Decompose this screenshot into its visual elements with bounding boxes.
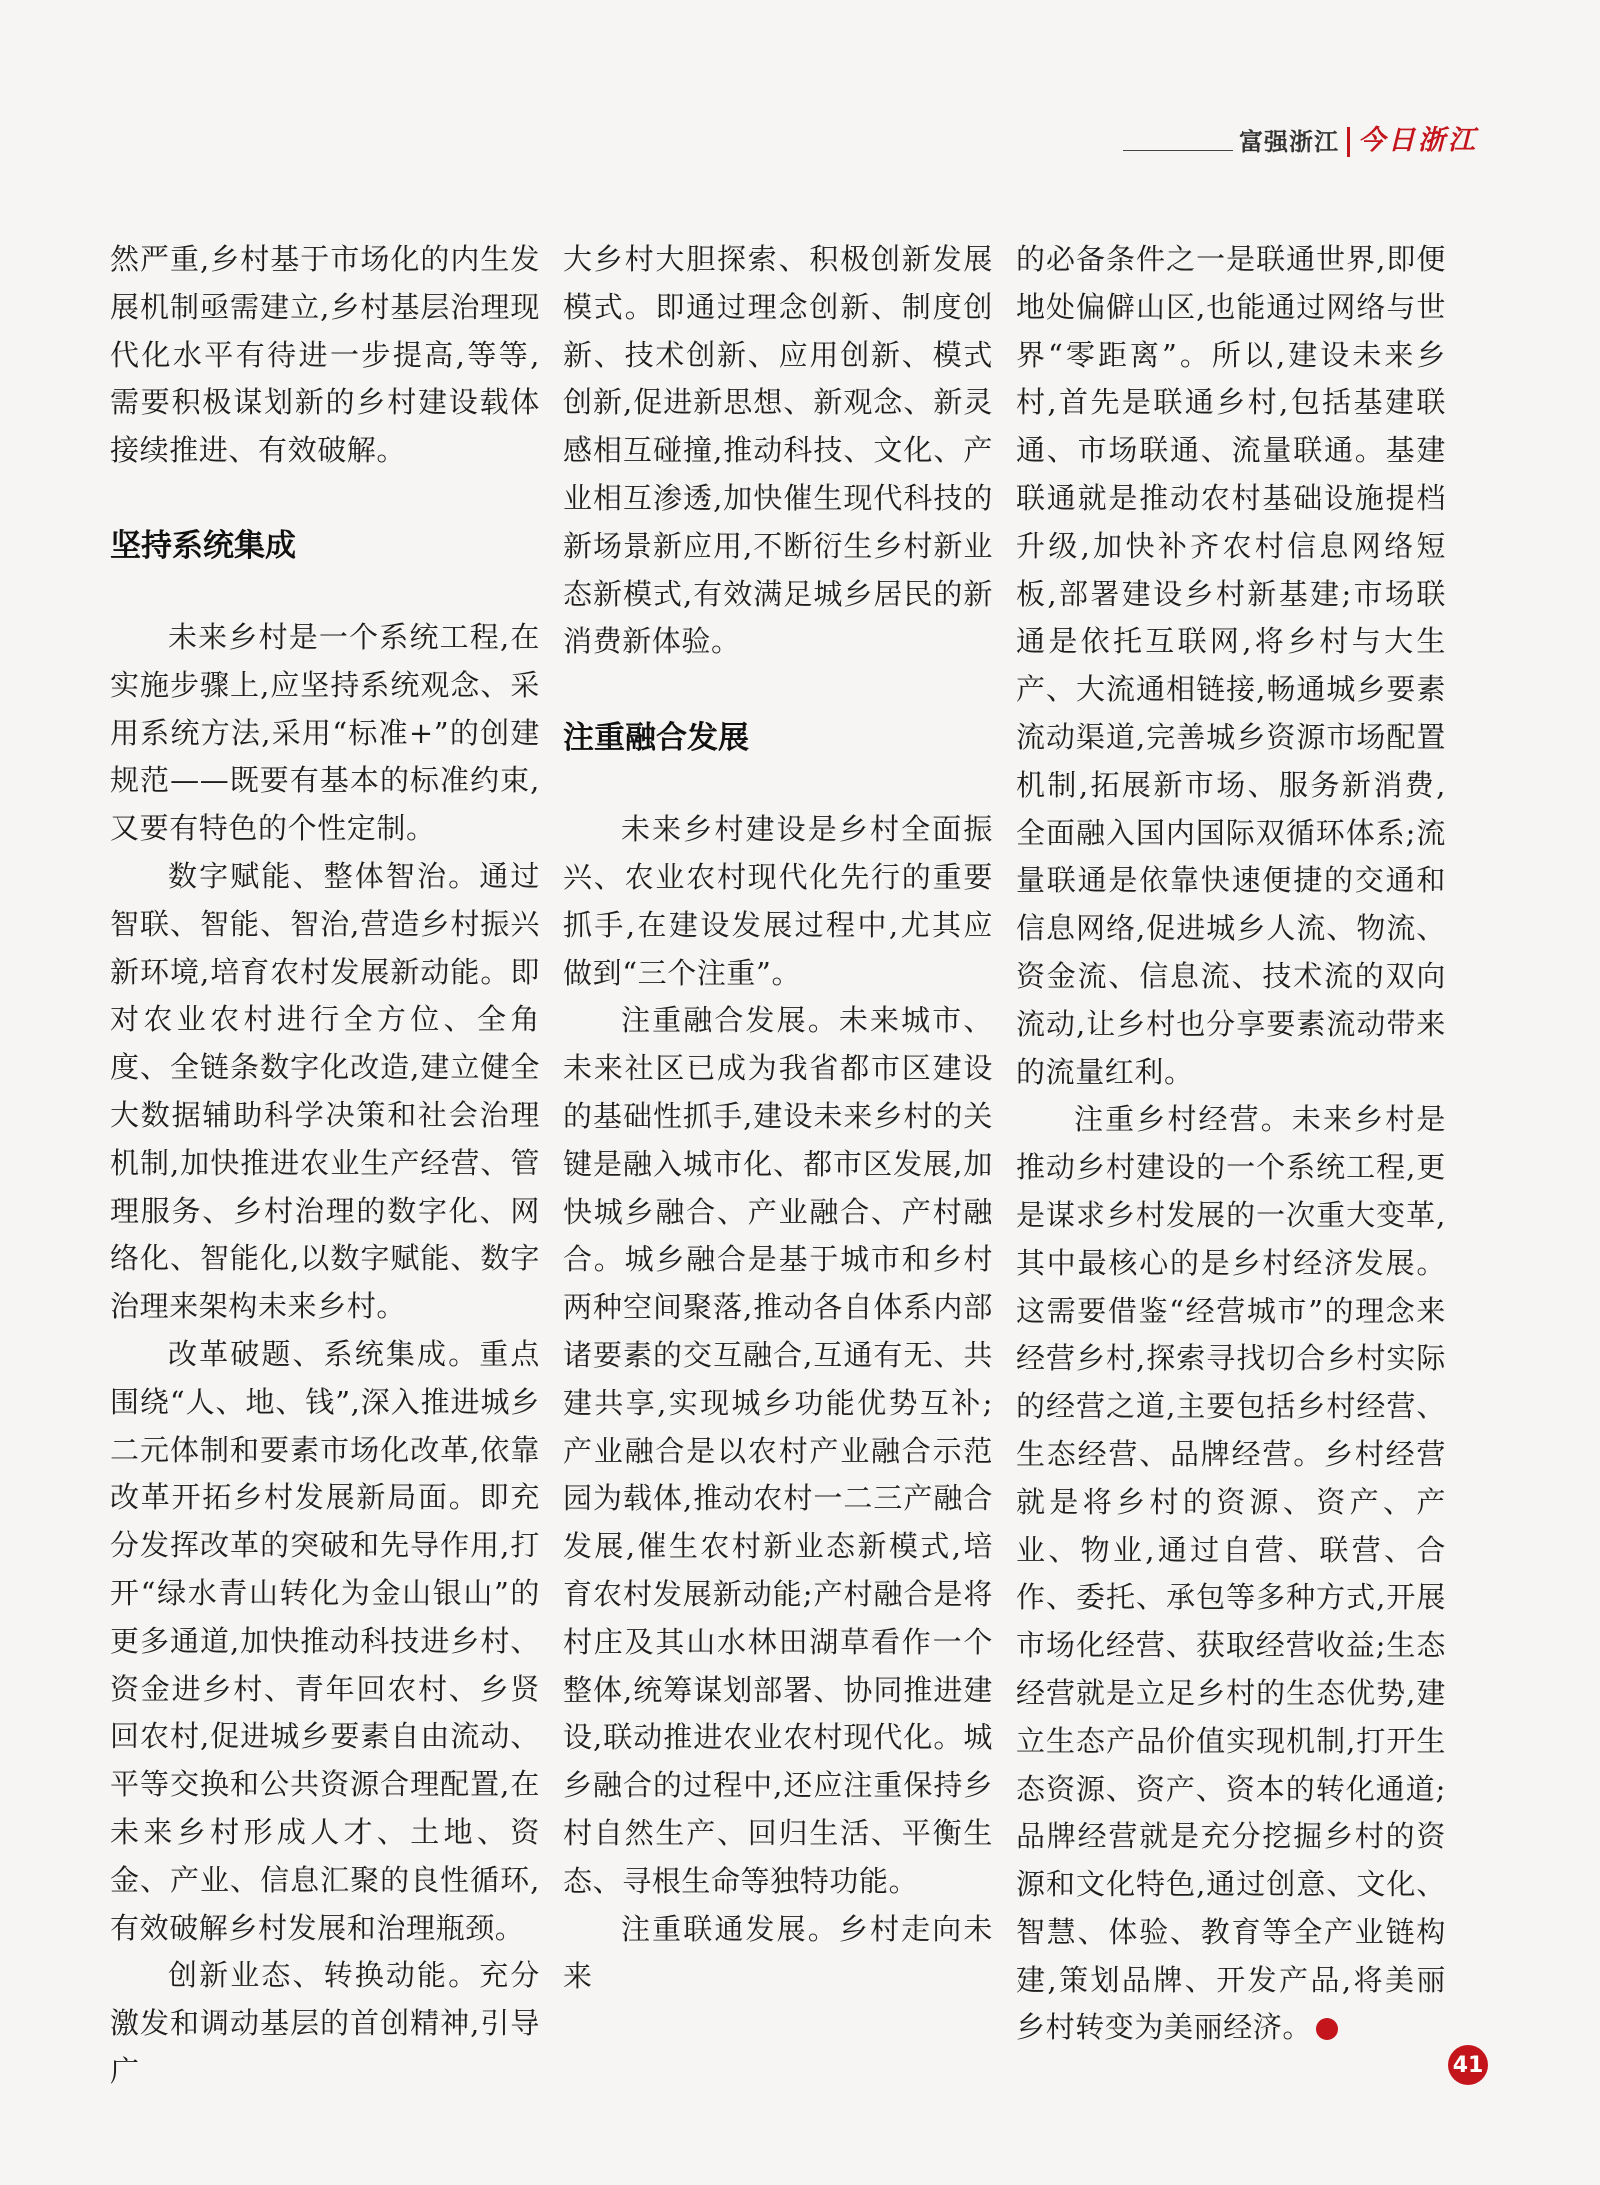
column-2 [563,236,993,2001]
paragraph: 未来乡村是一个系统工程,在实施步骤上,应坚持系统观念、采用系统方法,采用“标准+”的创建规范——既要有基本的标准约束,又要有特色的个性定制。 [110,619,540,846]
section-heading: 坚持系统集成 [110,527,296,564]
paragraph: 的必备条件之一是联通世界,即便地处偏僻山区,也能通过网络与世界“零距离”。所以,建设未来乡村,首先是联通乡村,包括基建联通、市场联通、流量联通。基建联通就是推动农村基础设施提档升级,加快补齐农村信息网络短板,部署建设乡村新基建;市场联通是依托互联网,将乡村与大生产、大流通相链接,畅通城乡要素流动渠道,完善城乡资源市场配置机制,拓展新市场、服务新消费,全面融入国内国际双循环体系;流量联通是依靠快速便捷的交通和信息网络,促进城乡人流、物流、资金流、信息流、技术流的双向流动,让乡村也分享要素流动带来的流量红利。 [1016,242,1446,1089]
section-label: 富强浙江 [1239,128,1339,156]
paragraph: 然严重,乡村基于市场化的内生发展机制亟需建立,乡村基层治理现代化水平有待进一步提高,等等,需要积极谋划新的乡村建设载体接续推进、有效破解。 [110,242,540,468]
header-rule [1123,150,1233,151]
paragraph: 改革破题、系统集成。重点围绕“人、地、钱”,深入推进城乡二元体制和要素市场化改革,依靠改革开拓乡村发展新局面。即充分发挥改革的突破和先导作用,打开“绿水青山转化为金山银山”的更多通道,加快推动科技进乡村、资金进乡村、青年回农村、乡贤回农村,促进城乡要素自由流动、平等交换和公共资源合理配置,在未来乡村形成人才、土地、资金、产业、信息汇聚的良性循环,有效破解乡村发展和治理瓶颈。 [110,1336,541,1945]
paragraph: 未来乡村建设是乡村全面振兴、农业农村现代化先行的重要抓手,在建设发展过程中,尤其应做到“三个注重”。 [563,812,993,990]
paragraph [1016,1096,1446,2052]
header-divider [1347,127,1350,157]
page-number: 41 [1448,2045,1488,2085]
paragraph: 创新业态、转换动能。充分激发和调动基层的首创精神,引导广 [110,1958,540,2088]
paragraph: 注重联通发展。乡村走向未来 [563,1911,993,1994]
end-mark-icon [1316,2018,1338,2040]
paragraph: 注重融合发展。未来城市、未来社区已成为我省都市区建设的基础性抓手,建设未来乡村的关键是融入城市化、都市区发展,加快城乡融合、产业融合、产村融合。城乡融合是基于城市和乡村两种空间聚落,推动各自体系内部诸要素的交互融合,互通有无、共建共享,实现城乡功能优势互补;产业融合是以农村产业融合示范园为载体,推动农村一二三产融合发展,催生农村新业态新模式,培育农村发展新动能;产村融合是将村庄及其山水林田湖草看作一个整体,统筹谋划部署、协同推进建设,联动推进农业农村现代化。城乡融合的过程中,还应注重保持乡村自然生产、回归生活、平衡生态、寻根生命等独特功能。 [563,1003,994,1898]
column-3 [1016,236,1446,2052]
page-header [1123,118,1478,157]
column-1 [110,236,540,2096]
section-heading: 注重融合发展 [563,720,749,757]
paragraph: 大乡村大胆探索、积极创新发展模式。即通过理念创新、制度创新、技术创新、应用创新、模式创新,促进新思想、新观念、新灵感相互碰撞,推动科技、文化、产业相互渗透,加快催生现代科技的新场景新应用,不断衍生乡村新业态新模式,有效满足城乡居民的新消费新体验。 [563,242,993,659]
paragraph: 数字赋能、整体智治。通过智联、智能、智治,营造乡村振兴新环境,培育农村发展新动能。即对农业农村进行全方位、全角度、全链条数字化改造,建立健全大数据辅助科学决策和社会治理机制,加快推进农业生产经营、管理服务、乡村治理的数字化、网络化、智能化,以数字赋能、数字治理来架构未来乡村。 [110,858,540,1324]
magazine-logo: 今日浙江 [1358,125,1478,156]
paragraph-text: 注重乡村经营。未来乡村是推动乡村建设的一个系统工程,更是谋求乡村发展的一次重大变革,其中最核心的是乡村经济发展。这需要借鉴“经营城市”的理念来经营乡村,探索寻找切合乡村实际的经营之道,主要包括乡村经营、生态经营、品牌经营。乡村经营就是将乡村的资源、资产、产业、物业,通过自营、联营、合作、委托、承包等多种方式,开展市场化经营、获取经营收益;生态经营就是立足乡村的生态优势,建立生态产品价值实现机制,打开生态资源、资产、资本的转化通道;品牌经营就是充分挖掘乡村的资源和文化特色,通过创意、文化、智慧、体验、教育等全产业链构建,策划品牌、开发产品,将美丽乡村转变为美丽经济。 [1016,1102,1447,2045]
